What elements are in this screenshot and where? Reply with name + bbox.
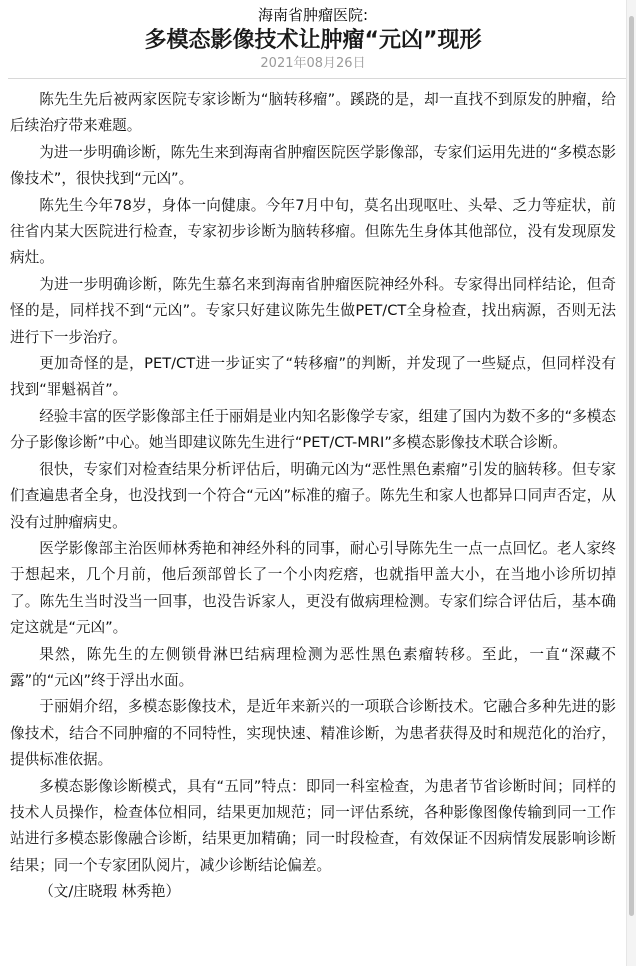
paragraph: 更加奇怪的是，PET/CT进一步证实了“转移瘤”的判断，并发现了一些疑点，但同样没有找到“罪魁祸首”。 <box>10 355 616 399</box>
header-divider <box>8 78 626 79</box>
paragraph: 很快，专家们对检查结果分析评估后，明确元凶为“恶性黑色素瘤”引发的脑转移。但专家们查遍患者全身，也没找到一个符合“元凶”标准的瘤子。陈先生和家人也都异口同声否定，从没有过肿瘤病史。 <box>10 460 616 531</box>
paragraph: 陈先生今年78岁，身体一向健康。今年7月中旬，莫名出现呕吐、头晕、乏力等症状，前往省内某大医院进行检查，专家初步诊断为脑转移瘤。但陈先生身体其他部位，没有发现原发病灶。 <box>10 196 616 267</box>
paragraph: 经验丰富的医学影像部主任于丽娟是业内知名影像学专家，组建了国内为数不多的“多模态分子影像诊断”中心。她当即建议陈先生进行“PET/CT-MRI”多模态影像技术联合诊断。 <box>10 407 616 452</box>
paragraph: 果然，陈先生的左侧锁骨淋巴结病理检测为恶性黑色素瘤转移。至此，一直“深藏不露”的“元凶”终于浮出水面。 <box>10 645 616 689</box>
article-byline: （文/庄晓瑕 林秀艳） <box>39 883 181 901</box>
vertical-scrollbar[interactable] <box>626 0 636 966</box>
paragraph: 为进一步明确诊断，陈先生来到海南省肿瘤医院医学影像部，专家们运用先进的“多模态影像技术”，很快找到“元凶”。 <box>10 143 616 188</box>
paragraph: 陈先生先后被两家医院专家诊断为“脑转移瘤”。蹊跷的是，却一直找不到原发的肿瘤，给后续治疗带来难题。 <box>10 91 616 135</box>
article-title: 多模态影像技术让肿瘤“元凶”现形 <box>144 28 482 53</box>
article-kicker: 海南省肿瘤医院: <box>257 6 369 24</box>
paragraph: 医学影像部主治医师林秀艳和神经外科的同事，耐心引导陈先生一点一点回忆。老人家终于想起来，几个月前，他后颈部曾长了一个小肉疙瘩，也就指甲盖大小，在当地小诊所切掉了。陈先生当时没当一回事，也没告诉家人，更没有做病理检测。专家们综合评估后，基本确定这就是“元凶”。 <box>10 539 616 637</box>
paragraph: 多模态影像诊断模式，具有“五同”特点：即同一科室检查，为患者节省诊断时间；同样的技术人员操作，检查体位相同，结果更加规范；同一评估系统，各种影像图像传输到同一工作站进行多模态影像融合诊断，结果更加精确；同一时段检查，有效保证不因病情发展影响诊断结果；同一个专家团队阅片，减少诊断结论偏差。 <box>10 777 616 874</box>
scrollbar-thumb[interactable] <box>629 16 634 916</box>
article-header <box>0 0 626 72</box>
paragraph: 于丽娟介绍，多模态影像技术，是近年来新兴的一项联合诊断技术。它融合多种先进的影像技术，结合不同肿瘤的不同特性，实现快速、精准诊断，为患者获得及时和规范化的治疗，提供标准依据。 <box>10 698 616 769</box>
paragraph: 为进一步明确诊断，陈先生慕名来到海南省肿瘤医院神经外科。专家得出同样结论，但奇怪的是，同样找不到“元凶”。专家只好建议陈先生做PET/CT全身检查，找出病源，否则无法进行下一步治疗。 <box>10 275 616 346</box>
article-date: 2021年08月26日 <box>260 56 366 71</box>
article-body <box>10 87 616 906</box>
